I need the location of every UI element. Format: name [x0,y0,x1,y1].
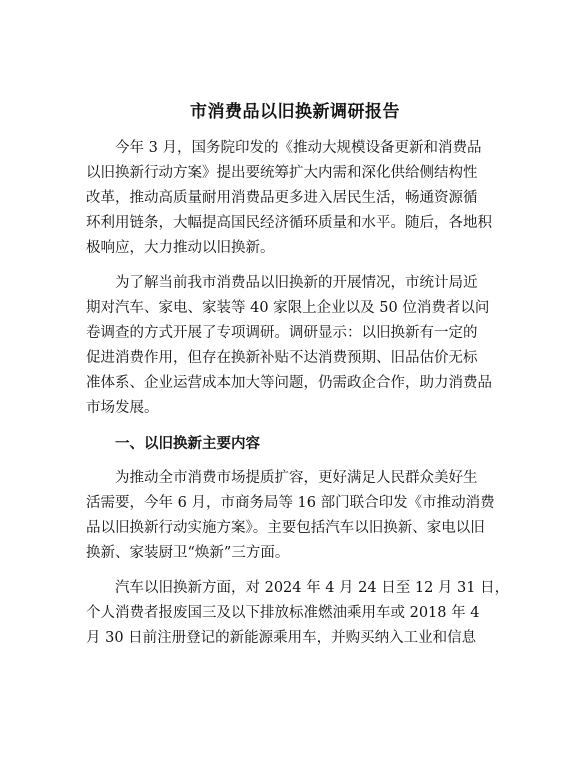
paragraph-line: 市场发展。 [86,400,159,416]
paragraph-line: 品以旧换新行动实施方案》。主要包括汽车以旧换新、家电以旧 [86,520,485,536]
paragraph-line: 期对汽车、家电、家装等 40 家限上企业以及 50 位消费者以问 [86,300,490,316]
paragraph-line: 促进消费作用，但存在换新补贴不达消费预期、旧品估价无标 [86,350,478,366]
paragraph-line: 以旧换新行动方案》提出要统筹扩大内需和深化供给侧结构性 [86,165,478,181]
paragraph-line: 今年 3 月，国务院印发的《推动大规模设备更新和消费品 [115,140,482,156]
paragraph-line: 极响应，大力推动以旧换新。 [86,240,275,256]
section-paragraph-1 [86,466,504,566]
paragraph-line: 月 30 日前注册登记的新能源乘用车，并购买纳入工业和信息 [86,630,477,646]
paragraph-line: 为了解当前我市消费品以旧换新的开展情况，市统计局近 [115,275,478,291]
paragraph-line: 准体系、企业运营成本加大等问题，仍需政企合作，助力消费品 [86,375,492,391]
paragraph-line: 汽车以旧换新方面，对 2024 年 4 月 24 日至 12 月 31 日， [115,580,510,596]
section-paragraph-2 [86,576,510,651]
report-body [86,100,510,661]
paragraph-line: 换新、家装厨卫“焕新”三方面。 [86,545,290,561]
intro-paragraph-2 [86,271,504,421]
paragraph-line: 为推动全市消费市场提质扩容，更好满足人民群众美好生 [115,470,478,486]
paragraph-line: 活需要，今年 6 月，市商务局等 16 部门联合印发《市推动消费 [86,495,495,511]
section-heading: 一、以旧换新主要内容 [115,435,260,452]
paragraph-line: 卷调查的方式开展了专项调研。调研显示：以旧换新有一定的 [86,325,478,341]
paragraph-line: 个人消费者报废国三及以下排放标准燃油乘用车或 2018 年 4 [86,605,480,621]
report-title: 市消费品以旧换新调研报告 [190,102,400,122]
intro-paragraph-1 [86,136,504,261]
paragraph-line: 改革，推动高质量耐用消费品更多进入居民生活，畅通资源循 [86,190,478,206]
paragraph-line: 环利用链条，大幅提高国民经济循环质量和水平。随后，各地积 [86,215,492,231]
